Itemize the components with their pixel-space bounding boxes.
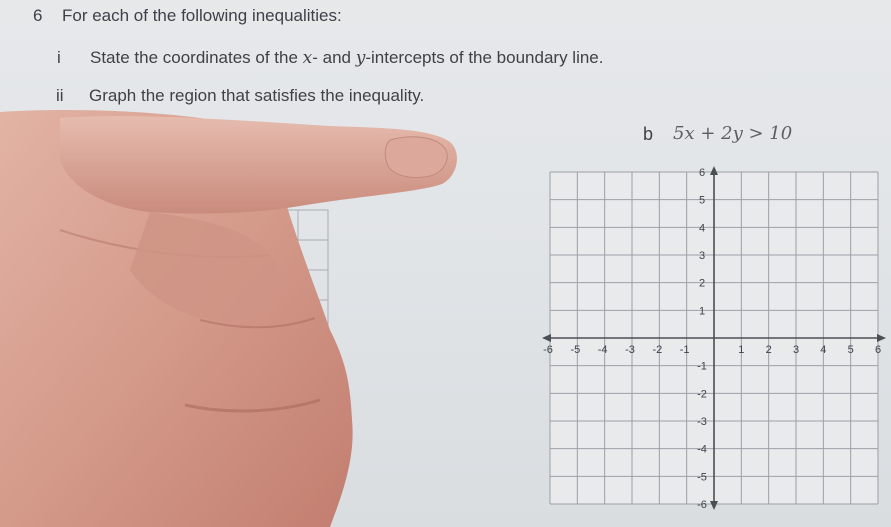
item-i-text-part3: -intercepts of the boundary line. [365, 48, 604, 67]
x-tick-label: -5 [570, 344, 581, 356]
x-tick-label: 5 [847, 344, 854, 356]
x-tick-label: 2 [765, 344, 772, 356]
y-tick-label: 4 [698, 222, 706, 235]
x-tick-label: 6 [874, 344, 882, 356]
y-tick-label: -5 [697, 471, 707, 484]
x-tick-label: -3 [625, 344, 635, 356]
y-tick-label: 6 [698, 167, 706, 179]
y-tick-label: 5 [698, 194, 706, 207]
item-ii-label: ii [56, 86, 64, 105]
item-i-label: i [57, 48, 61, 67]
x-variable: x [302, 48, 313, 68]
item-i-text-part2: - and [312, 48, 356, 67]
x-tick-label: 4 [820, 344, 827, 356]
y-tick-label: -3 [697, 416, 707, 428]
x-tick-label: 1 [738, 344, 745, 356]
question-number: 6 [33, 6, 43, 25]
y-tick-label: -2 [697, 388, 707, 401]
y-tick-label: -6 [697, 499, 707, 511]
y-tick-label: -1 [697, 360, 707, 373]
part-b-label: b [643, 124, 654, 144]
part-b-inequality: 5x + 2y > 10 [673, 123, 793, 144]
x-tick-label: -6 [543, 344, 553, 356]
y-tick-label: 2 [698, 277, 706, 290]
x-tick-label: -4 [597, 344, 608, 356]
x-tick-label: -2 [652, 344, 663, 356]
y-tick-label: 3 [698, 250, 706, 262]
x-tick-label: 3 [792, 344, 800, 356]
item-ii-text: Graph the region that satisfies the inequality. [89, 86, 425, 105]
y-tick-label: -4 [697, 443, 707, 456]
question-prompt: For each of the following inequalities: [62, 6, 342, 25]
y-variable: y [355, 48, 366, 68]
x-tick-label: -1 [679, 344, 690, 356]
y-tick-label: 1 [698, 305, 706, 318]
fingernail [385, 137, 447, 178]
item-i-text-part1: State the coordinates of the [90, 48, 303, 67]
